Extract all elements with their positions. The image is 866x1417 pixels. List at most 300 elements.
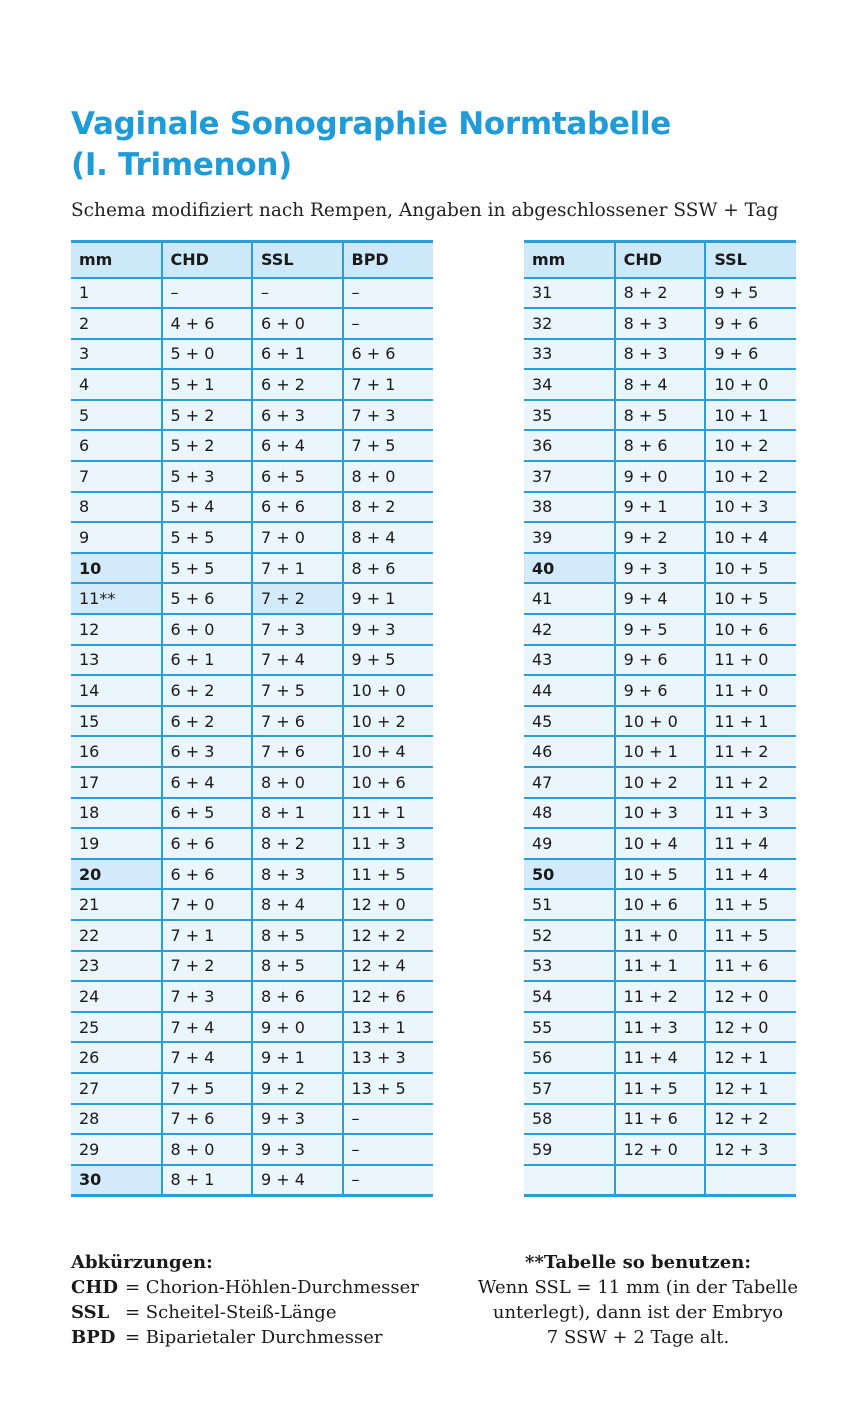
- table-cell: 29: [71, 1134, 162, 1165]
- page-title: [71, 104, 671, 186]
- table-row: [524, 369, 796, 400]
- table-cell: 17: [71, 767, 162, 798]
- table-cell: 5 + 1: [162, 369, 253, 400]
- column-header: SSL: [705, 242, 796, 278]
- table-cell: 11**: [71, 583, 162, 614]
- table-cell: 7 + 4: [162, 1012, 253, 1043]
- table-cell: 33: [524, 339, 615, 370]
- table-cell: 9 + 6: [615, 645, 706, 676]
- table-cell: 42: [524, 614, 615, 645]
- table-row: [524, 400, 796, 431]
- table-row: [524, 1073, 796, 1104]
- table-cell: 7 + 6: [252, 706, 343, 737]
- table-cell: 4 + 6: [162, 308, 253, 339]
- table-cell: 12 + 2: [343, 920, 434, 951]
- table-row: [71, 614, 433, 645]
- table-cell: 9 + 4: [615, 583, 706, 614]
- table-cell: 11 + 5: [615, 1073, 706, 1104]
- table-cell: 10 + 3: [705, 492, 796, 523]
- table-cell: 7 + 1: [343, 369, 434, 400]
- table-cell: 11 + 1: [705, 706, 796, 737]
- table-cell: 8 + 4: [615, 369, 706, 400]
- table-row: [524, 920, 796, 951]
- column-header: mm: [71, 242, 162, 278]
- table-cell: [524, 1165, 615, 1196]
- usage-note-line: Wenn SSL = 11 mm (in der Tabelle: [477, 1277, 799, 1298]
- table-row: [524, 1134, 796, 1165]
- table-cell: 9 + 6: [615, 675, 706, 706]
- table-cell: 8 + 5: [252, 920, 343, 951]
- table-cell: 19: [71, 828, 162, 859]
- table-cell: 9 + 5: [615, 614, 706, 645]
- column-header: BPD: [343, 242, 434, 278]
- table-cell: 53: [524, 951, 615, 982]
- table-cell: 50: [524, 859, 615, 890]
- table-cell: 9 + 4: [252, 1165, 343, 1196]
- table-cell: –: [162, 278, 253, 309]
- table-cell: 6 + 1: [252, 339, 343, 370]
- table-cell: 10 + 0: [615, 706, 706, 737]
- table-cell: 8 + 3: [615, 308, 706, 339]
- table-cell: 7 + 2: [162, 951, 253, 982]
- table-cell: 7 + 3: [162, 981, 253, 1012]
- table-row: [71, 339, 433, 370]
- table-cell: 7 + 5: [343, 430, 434, 461]
- table-cell: 6 + 0: [162, 614, 253, 645]
- table-cell: 10 + 5: [705, 553, 796, 584]
- norm-table-left: [71, 240, 433, 1197]
- table-cell: 11 + 0: [615, 920, 706, 951]
- table-cell: 32: [524, 308, 615, 339]
- table-cell: 10 + 5: [705, 583, 796, 614]
- table-row: [71, 736, 433, 767]
- table-cell: 10 + 1: [705, 400, 796, 431]
- abbreviation-row: [71, 1300, 419, 1325]
- table-row: [71, 828, 433, 859]
- table-cell: 8 + 5: [252, 951, 343, 982]
- table-cell: 14: [71, 675, 162, 706]
- table-cell: 8 + 2: [615, 278, 706, 309]
- usage-note-heading: **Tabelle so benutzen:: [525, 1252, 751, 1273]
- table-cell: 8 + 1: [252, 798, 343, 829]
- table-cell: 8 + 6: [252, 981, 343, 1012]
- table-cell: 13 + 1: [343, 1012, 434, 1043]
- table-cell: 11 + 3: [615, 1012, 706, 1043]
- table-cell: 7 + 5: [162, 1073, 253, 1104]
- table-cell: 10 + 0: [343, 675, 434, 706]
- table-cell: 5 + 5: [162, 522, 253, 553]
- table-cell: 11 + 6: [615, 1104, 706, 1135]
- table-cell: 8 + 4: [343, 522, 434, 553]
- table-cell: 11 + 3: [343, 828, 434, 859]
- table-cell: 13: [71, 645, 162, 676]
- table-cell: –: [343, 1134, 434, 1165]
- table-cell: 13 + 5: [343, 1073, 434, 1104]
- table-row: [71, 461, 433, 492]
- table-cell: 7 + 1: [162, 920, 253, 951]
- table-cell: 8 + 2: [252, 828, 343, 859]
- table-cell: 12 + 3: [705, 1134, 796, 1165]
- table-cell: 6 + 4: [252, 430, 343, 461]
- table-cell: 10 + 3: [615, 798, 706, 829]
- table-cell: 6 + 6: [343, 339, 434, 370]
- table-cell: 10 + 6: [343, 767, 434, 798]
- table-cell: 11 + 1: [343, 798, 434, 829]
- table-cell: 9 + 1: [252, 1042, 343, 1073]
- table-cell: 8 + 0: [252, 767, 343, 798]
- table-cell: 5 + 4: [162, 492, 253, 523]
- table-cell: 10 + 2: [705, 461, 796, 492]
- table-cell: 35: [524, 400, 615, 431]
- table-row: [524, 614, 796, 645]
- table-cell: 6 + 6: [252, 492, 343, 523]
- table-row: [524, 645, 796, 676]
- table-cell: 21: [71, 889, 162, 920]
- table-row: [524, 492, 796, 523]
- abbreviation-row: [71, 1325, 419, 1350]
- table-cell: 6 + 2: [252, 369, 343, 400]
- table-cell: 6 + 1: [162, 645, 253, 676]
- table-cell: 54: [524, 981, 615, 1012]
- table-cell: 8 + 6: [615, 430, 706, 461]
- title-line-1: Vaginale Sonographie Normtabelle: [71, 106, 672, 142]
- table-cell: 9 + 6: [705, 308, 796, 339]
- table-cell: 3: [71, 339, 162, 370]
- table-row: [71, 1104, 433, 1135]
- table-cell: 6 + 3: [252, 400, 343, 431]
- abbreviations-legend: [71, 1250, 419, 1350]
- table-cell: 37: [524, 461, 615, 492]
- table-cell: 47: [524, 767, 615, 798]
- table-cell: 52: [524, 920, 615, 951]
- table-cell: 8: [71, 492, 162, 523]
- title-line-2: (I. Trimenon): [71, 147, 292, 183]
- table-cell: [615, 1165, 706, 1196]
- usage-note-line: unterlegt), dann ist der Embryo: [492, 1302, 784, 1323]
- table-cell: 12 + 4: [343, 951, 434, 982]
- table-row: [524, 1012, 796, 1043]
- table-cell: 36: [524, 430, 615, 461]
- table-row: [524, 706, 796, 737]
- table-row: [71, 1042, 433, 1073]
- table-cell: 10 + 0: [705, 369, 796, 400]
- table-cell: 10 + 4: [615, 828, 706, 859]
- table-cell: 25: [71, 1012, 162, 1043]
- norm-table-right: [524, 240, 796, 1197]
- table-cell: 6 + 4: [162, 767, 253, 798]
- table-cell: 9 + 0: [252, 1012, 343, 1043]
- table-cell: 56: [524, 1042, 615, 1073]
- table-cell: –: [343, 278, 434, 309]
- table-cell: 7 + 3: [252, 614, 343, 645]
- table-row: [71, 889, 433, 920]
- table-cell: 8 + 0: [343, 461, 434, 492]
- table-cell: 11 + 0: [705, 675, 796, 706]
- table-cell: –: [343, 1104, 434, 1135]
- table-cell: 8 + 0: [162, 1134, 253, 1165]
- abbreviation-key: SSL: [71, 1302, 110, 1323]
- table-cell: 9 + 1: [343, 583, 434, 614]
- table-header-row: [524, 242, 796, 278]
- table-cell: 9 + 3: [615, 553, 706, 584]
- table-cell: 12: [71, 614, 162, 645]
- table-cell: 6 + 0: [252, 308, 343, 339]
- table-cell: –: [343, 1165, 434, 1196]
- table-row: [524, 583, 796, 614]
- table-row: [524, 675, 796, 706]
- table-cell: 7 + 4: [252, 645, 343, 676]
- table-cell: 12 + 2: [705, 1104, 796, 1135]
- table-cell: 55: [524, 1012, 615, 1043]
- table-cell: 11 + 2: [705, 767, 796, 798]
- table-cell: 5 + 0: [162, 339, 253, 370]
- table-cell: 10 + 1: [615, 736, 706, 767]
- table-cell: 11 + 2: [615, 981, 706, 1012]
- table-cell: 5 + 5: [162, 553, 253, 584]
- table-cell: 49: [524, 828, 615, 859]
- column-header: SSL: [252, 242, 343, 278]
- table-cell: 11 + 5: [705, 889, 796, 920]
- page-subtitle: Schema modifiziert nach Rempen, Angaben in abgeschlossener SSW + Tag: [71, 200, 779, 221]
- table-row: [524, 522, 796, 553]
- table-cell: 11 + 0: [705, 645, 796, 676]
- table-row: [71, 645, 433, 676]
- table-cell: 7 + 3: [343, 400, 434, 431]
- table-cell: 6 + 3: [162, 736, 253, 767]
- table-cell: 6: [71, 430, 162, 461]
- usage-note-line: 7 SSW + 2 Tage alt.: [546, 1327, 730, 1348]
- table-cell: 5 + 2: [162, 400, 253, 431]
- table-row: [71, 767, 433, 798]
- table-cell: 10: [71, 553, 162, 584]
- table-row: [71, 951, 433, 982]
- abbreviation-key: CHD: [71, 1277, 118, 1298]
- table-row: [71, 278, 433, 309]
- table-cell: 10 + 2: [705, 430, 796, 461]
- table-row: [71, 430, 433, 461]
- table-cell: 26: [71, 1042, 162, 1073]
- table-cell: 20: [71, 859, 162, 890]
- table-cell: 11 + 3: [705, 798, 796, 829]
- table-cell: 7 + 6: [252, 736, 343, 767]
- table-row: [71, 981, 433, 1012]
- table-cell: 11 + 4: [705, 828, 796, 859]
- table-cell: 11 + 4: [615, 1042, 706, 1073]
- table-cell: 9 + 5: [343, 645, 434, 676]
- table-cell: 8 + 2: [343, 492, 434, 523]
- table-cell: 51: [524, 889, 615, 920]
- table-cell: 43: [524, 645, 615, 676]
- table-cell: 12 + 6: [343, 981, 434, 1012]
- table-row: [524, 553, 796, 584]
- table-cell: 9 + 1: [615, 492, 706, 523]
- table-cell: 11 + 2: [705, 736, 796, 767]
- table-cell: 9 + 3: [252, 1134, 343, 1165]
- table-cell: 1: [71, 278, 162, 309]
- table-cell: 8 + 1: [162, 1165, 253, 1196]
- table-cell: 23: [71, 951, 162, 982]
- table-cell: 10 + 6: [705, 614, 796, 645]
- table-row: [524, 828, 796, 859]
- table-cell: 12 + 1: [705, 1073, 796, 1104]
- table-cell: 12 + 0: [705, 981, 796, 1012]
- table-row: [71, 553, 433, 584]
- table-cell: 9 + 3: [343, 614, 434, 645]
- table-cell: 24: [71, 981, 162, 1012]
- table-row: [71, 920, 433, 951]
- table-cell: 12 + 0: [615, 1134, 706, 1165]
- table-cell: 8 + 4: [252, 889, 343, 920]
- table-row: [71, 492, 433, 523]
- table-cell: 34: [524, 369, 615, 400]
- table-cell: 5 + 3: [162, 461, 253, 492]
- column-header: CHD: [162, 242, 253, 278]
- table-cell: 46: [524, 736, 615, 767]
- table-cell: 9 + 5: [705, 278, 796, 309]
- table-cell: 30: [71, 1165, 162, 1196]
- table-cell: 48: [524, 798, 615, 829]
- table-cell: 38: [524, 492, 615, 523]
- table-cell: 7 + 6: [162, 1104, 253, 1135]
- table-row: [71, 859, 433, 890]
- table-row: [71, 400, 433, 431]
- table-cell: 8 + 5: [615, 400, 706, 431]
- table-cell: 9 + 6: [705, 339, 796, 370]
- table-row: [524, 339, 796, 370]
- table-cell: 10 + 2: [343, 706, 434, 737]
- table-cell: 7 + 0: [162, 889, 253, 920]
- table-cell: 8 + 3: [615, 339, 706, 370]
- table-cell: 4: [71, 369, 162, 400]
- abbreviation-text: = Chorion-Höhlen-Durchmesser: [125, 1277, 419, 1298]
- table-cell: 7 + 1: [252, 553, 343, 584]
- table-row: [71, 1165, 433, 1196]
- table-cell: 5 + 6: [162, 583, 253, 614]
- table-row: [524, 461, 796, 492]
- table-row: [71, 798, 433, 829]
- table-row: [524, 767, 796, 798]
- table-cell: 40: [524, 553, 615, 584]
- table-cell: 8 + 6: [343, 553, 434, 584]
- table-cell: 9: [71, 522, 162, 553]
- table-cell: 7 + 0: [252, 522, 343, 553]
- table-row: [524, 889, 796, 920]
- table-row: [524, 859, 796, 890]
- table-cell: 11 + 4: [705, 859, 796, 890]
- table-row: [524, 308, 796, 339]
- table-cell: –: [343, 308, 434, 339]
- table-cell: 5: [71, 400, 162, 431]
- table-header-row: [71, 242, 433, 278]
- table-cell: 44: [524, 675, 615, 706]
- usage-note: [468, 1250, 808, 1350]
- table-cell: 7: [71, 461, 162, 492]
- table-cell: 15: [71, 706, 162, 737]
- table-cell: 10 + 4: [343, 736, 434, 767]
- table-cell: 39: [524, 522, 615, 553]
- table-row: [71, 675, 433, 706]
- table-row: [524, 1042, 796, 1073]
- table-cell: 6 + 5: [162, 798, 253, 829]
- table-cell: 27: [71, 1073, 162, 1104]
- table-row: [71, 369, 433, 400]
- table-cell: 22: [71, 920, 162, 951]
- column-header: CHD: [615, 242, 706, 278]
- table-row: [524, 736, 796, 767]
- table-row: [524, 1104, 796, 1135]
- table-cell: 18: [71, 798, 162, 829]
- table-row: [71, 1073, 433, 1104]
- table-cell: 11 + 1: [615, 951, 706, 982]
- table-row: [524, 951, 796, 982]
- table-cell: 6 + 6: [162, 828, 253, 859]
- table-cell: 11 + 6: [705, 951, 796, 982]
- table-row: [524, 278, 796, 309]
- table-cell: 31: [524, 278, 615, 309]
- table-row: [71, 1012, 433, 1043]
- table-cell: 9 + 3: [252, 1104, 343, 1135]
- table-cell: 6 + 5: [252, 461, 343, 492]
- table-cell: 7 + 2: [252, 583, 343, 614]
- table-cell: 12 + 1: [705, 1042, 796, 1073]
- table-cell: 7 + 5: [252, 675, 343, 706]
- table-cell: 7 + 4: [162, 1042, 253, 1073]
- table-cell: 45: [524, 706, 615, 737]
- table-cell: 41: [524, 583, 615, 614]
- table-cell: 6 + 2: [162, 706, 253, 737]
- table-row: [524, 430, 796, 461]
- table-cell: 6 + 6: [162, 859, 253, 890]
- table-cell: 10 + 2: [615, 767, 706, 798]
- table-cell: 10 + 4: [705, 522, 796, 553]
- table-row: [524, 798, 796, 829]
- table-cell: 6 + 2: [162, 675, 253, 706]
- table-row: [71, 308, 433, 339]
- column-header: mm: [524, 242, 615, 278]
- table-cell: 9 + 2: [252, 1073, 343, 1104]
- table-cell: 11 + 5: [705, 920, 796, 951]
- table-cell: 9 + 2: [615, 522, 706, 553]
- table-row: [524, 1165, 796, 1196]
- abbreviations-heading: Abkürzungen:: [71, 1252, 213, 1273]
- table-row: [71, 1134, 433, 1165]
- table-cell: [705, 1165, 796, 1196]
- table-cell: 12 + 0: [705, 1012, 796, 1043]
- table-cell: 59: [524, 1134, 615, 1165]
- table-cell: 10 + 6: [615, 889, 706, 920]
- table-cell: 58: [524, 1104, 615, 1135]
- table-row: [71, 583, 433, 614]
- table-cell: 5 + 2: [162, 430, 253, 461]
- table-cell: 2: [71, 308, 162, 339]
- table-cell: 57: [524, 1073, 615, 1104]
- abbreviation-row: [71, 1275, 419, 1300]
- abbreviation-text: = Scheitel-Steiß-Länge: [125, 1302, 337, 1323]
- table-cell: 10 + 5: [615, 859, 706, 890]
- table-cell: 9 + 0: [615, 461, 706, 492]
- table-row: [524, 981, 796, 1012]
- table-cell: 16: [71, 736, 162, 767]
- table-cell: 11 + 5: [343, 859, 434, 890]
- table-cell: 8 + 3: [252, 859, 343, 890]
- abbreviation-key: BPD: [71, 1327, 116, 1348]
- table-cell: 13 + 3: [343, 1042, 434, 1073]
- table-row: [71, 706, 433, 737]
- abbreviation-text: = Biparietaler Durchmesser: [125, 1327, 383, 1348]
- table-row: [71, 522, 433, 553]
- table-cell: 28: [71, 1104, 162, 1135]
- table-cell: –: [252, 278, 343, 309]
